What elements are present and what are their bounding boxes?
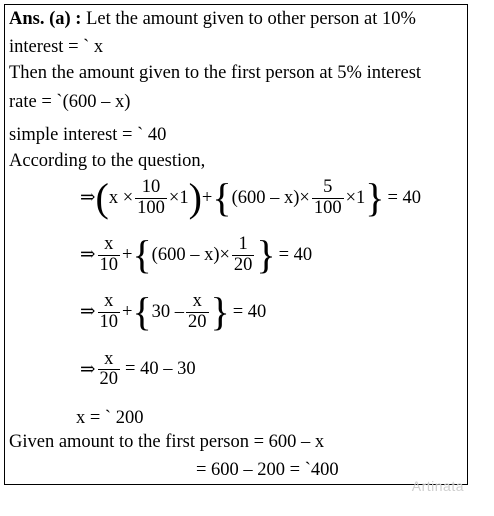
close-brace: } bbox=[210, 289, 230, 334]
result-final-line: = 600 – 200 = `400 bbox=[196, 460, 339, 480]
implies-arrow: ⇒ bbox=[80, 302, 96, 322]
eq3-term: 30 – bbox=[151, 301, 185, 322]
fraction-1-20 bbox=[232, 235, 255, 275]
answer-text-1: Let the amount given to other person at 10% bbox=[86, 9, 416, 29]
eq1-rhs: = 40 bbox=[387, 187, 422, 208]
fraction-x-10 bbox=[98, 235, 121, 275]
numerator: x bbox=[104, 291, 114, 312]
eq2-rhs: = 40 bbox=[278, 244, 313, 265]
close-paren: ) bbox=[188, 175, 202, 220]
fraction-5-100 bbox=[312, 178, 344, 218]
watermark-logo: Artinata bbox=[411, 478, 464, 494]
numerator: 5 bbox=[323, 177, 333, 198]
plus-sign: + bbox=[122, 244, 133, 265]
denominator: 20 bbox=[188, 311, 207, 332]
eq1-term: (600 – x)× bbox=[231, 187, 310, 208]
eq1-times-2: ×1 bbox=[345, 187, 366, 208]
numerator: x bbox=[104, 234, 114, 255]
plus-sign: + bbox=[122, 301, 133, 322]
equation-4 bbox=[80, 350, 196, 390]
implies-arrow: ⇒ bbox=[80, 245, 96, 265]
denominator: 100 bbox=[313, 197, 342, 218]
equation-3 bbox=[80, 289, 267, 334]
fraction-10-100 bbox=[135, 178, 167, 218]
denominator: 10 bbox=[99, 254, 119, 275]
eq3-rhs: = 40 bbox=[232, 301, 267, 322]
close-brace: } bbox=[256, 232, 276, 277]
answer-line-1 bbox=[9, 8, 416, 30]
eq1-x: x × bbox=[108, 187, 134, 208]
eq1-times-1: ×1 bbox=[168, 187, 189, 208]
result-x-line: x = ` 200 bbox=[76, 408, 144, 428]
answer-line-6: According to the question, bbox=[9, 151, 206, 171]
answer-line-2: interest = ` x bbox=[9, 37, 104, 57]
numerator: x bbox=[104, 349, 114, 369]
open-brace: { bbox=[132, 289, 152, 334]
numerator: 10 bbox=[141, 177, 161, 198]
plus-sign: + bbox=[201, 187, 213, 208]
fraction-x-20 bbox=[186, 292, 209, 332]
result-given-line: Given amount to the first person = 600 – x bbox=[9, 432, 325, 452]
denominator: 10 bbox=[99, 311, 119, 332]
open-paren: ( bbox=[95, 175, 109, 220]
numerator: x bbox=[192, 291, 202, 312]
open-brace: { bbox=[212, 175, 232, 220]
answer-line-5: simple interest = ` 40 bbox=[9, 125, 167, 145]
implies-arrow: ⇒ bbox=[80, 188, 96, 208]
answer-label: Ans. (a) : bbox=[9, 9, 82, 29]
numerator: 1 bbox=[238, 234, 248, 255]
open-brace: { bbox=[132, 232, 152, 277]
fraction-x-10 bbox=[98, 292, 121, 332]
eq2-term: (600 – x)× bbox=[151, 244, 230, 265]
equation-2 bbox=[80, 232, 313, 277]
implies-arrow: ⇒ bbox=[80, 359, 96, 380]
answer-line-3: Then the amount given to the first person at 5% interest bbox=[9, 63, 422, 83]
denominator: 100 bbox=[137, 197, 165, 218]
answer-line-4: rate = `(600 – x) bbox=[9, 92, 131, 112]
close-brace: } bbox=[365, 175, 385, 220]
denominator: 20 bbox=[99, 369, 119, 390]
fraction-x-20 bbox=[98, 350, 121, 390]
equation-1 bbox=[80, 175, 422, 220]
denominator: 20 bbox=[233, 254, 253, 275]
eq4-rhs: = 40 – 30 bbox=[125, 359, 196, 380]
